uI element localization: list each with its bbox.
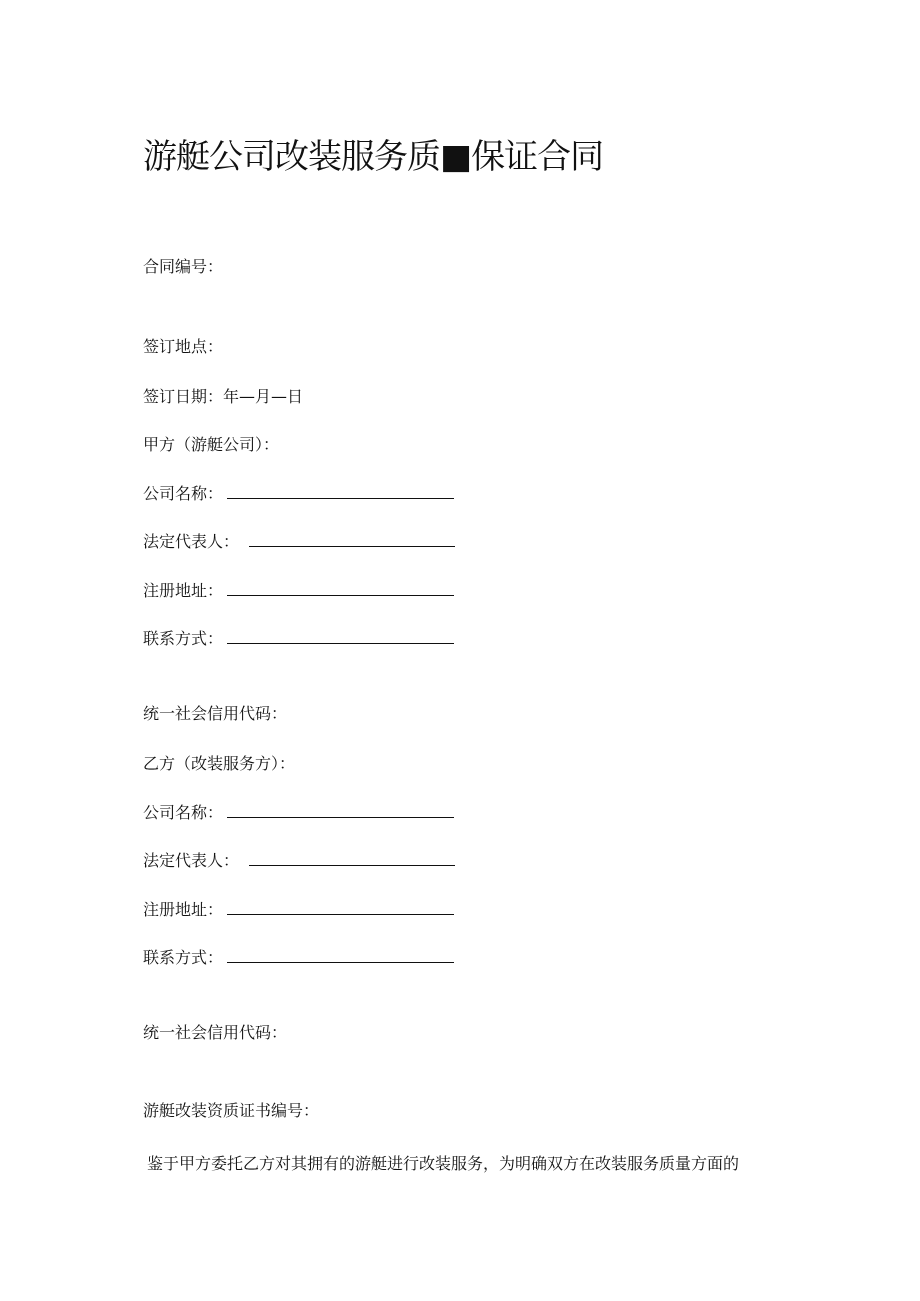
party-a-heading-text: 甲方（游艇公司）： bbox=[143, 435, 280, 454]
sign-date-label: 签订日期：年—月—日 bbox=[143, 387, 304, 406]
party-a-legal-rep-field bbox=[143, 530, 455, 554]
party-a-company-name-field bbox=[143, 482, 454, 506]
party-b-contact-label: 联系方式： bbox=[143, 948, 224, 967]
party-b-address-label: 注册地址： bbox=[143, 900, 224, 919]
party-a-contact-field bbox=[143, 627, 454, 651]
party-b-license-field bbox=[143, 1099, 319, 1123]
party-a-legal-rep-label: 法定代表人： bbox=[143, 532, 240, 551]
party-a-contact-blank[interactable] bbox=[227, 627, 454, 644]
party-b-company-name-label: 公司名称： bbox=[143, 803, 224, 822]
party-a-address-field bbox=[143, 579, 454, 603]
party-a-legal-rep-blank[interactable] bbox=[249, 530, 455, 547]
party-b-contact-field bbox=[143, 946, 454, 970]
contract-no-field bbox=[143, 255, 223, 279]
party-b-legal-rep-label: 法定代表人： bbox=[143, 851, 240, 870]
party-a-heading bbox=[143, 433, 279, 457]
party-a-contact-label: 联系方式： bbox=[143, 629, 224, 648]
party-a-company-name-blank[interactable] bbox=[227, 482, 454, 499]
party-a-address-blank[interactable] bbox=[227, 579, 454, 596]
party-a-credit-code-label: 统一社会信用代码： bbox=[143, 704, 288, 723]
preamble-paragraph: 鉴于甲方委托乙方对其拥有的游艇进行改装服务，为明确双方在改装服务质量方面的 bbox=[147, 1154, 740, 1173]
party-b-heading bbox=[143, 752, 295, 776]
sign-place-label: 签订地点： bbox=[143, 337, 224, 356]
party-b-heading-text: 乙方（改装服务方）： bbox=[143, 754, 296, 773]
party-b-legal-rep-field bbox=[143, 849, 455, 873]
party-a-address-label: 注册地址： bbox=[143, 581, 224, 600]
party-a-company-name-label: 公司名称： bbox=[143, 484, 224, 503]
party-b-company-name-blank[interactable] bbox=[227, 801, 454, 818]
party-b-address-blank[interactable] bbox=[227, 898, 454, 915]
contract-no-label: 合同编号： bbox=[143, 257, 224, 276]
sign-place-field bbox=[143, 335, 223, 359]
party-b-legal-rep-blank[interactable] bbox=[249, 849, 455, 866]
party-b-company-name-field bbox=[143, 801, 454, 825]
party-b-credit-code-label: 统一社会信用代码： bbox=[143, 1023, 288, 1042]
party-b-contact-blank[interactable] bbox=[227, 946, 454, 963]
party-a-credit-code-field bbox=[143, 702, 287, 726]
document-title: 游艇公司改装服务质■保证合同 bbox=[143, 137, 604, 177]
sign-date-field bbox=[143, 385, 303, 409]
party-b-credit-code-field bbox=[143, 1021, 287, 1045]
party-b-license-label: 游艇改装资质证书编号： bbox=[143, 1101, 320, 1120]
party-b-address-field bbox=[143, 898, 454, 922]
